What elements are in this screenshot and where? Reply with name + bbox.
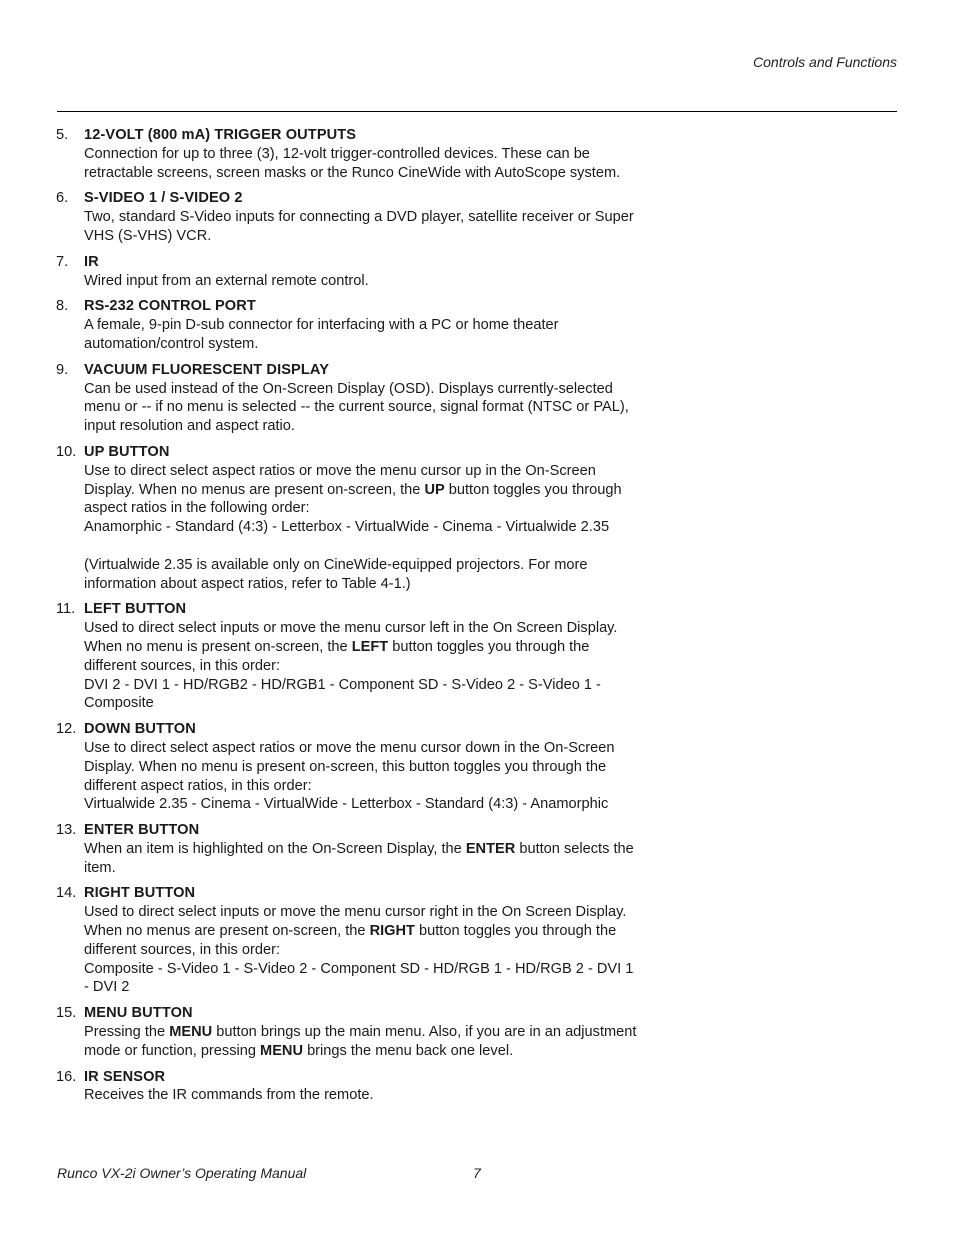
text-segment: When no menu is present on-screen, the bbox=[84, 638, 352, 655]
list-item bbox=[56, 361, 676, 436]
text-segment: When no menus are present on-screen, the bbox=[84, 923, 370, 940]
text-segment: Connection for up to three (3), 12-volt trigger-controlled devices. These can be bbox=[84, 145, 590, 162]
item-description-line bbox=[84, 638, 676, 657]
item-description-line bbox=[84, 145, 676, 164]
item-title: 12-VOLT (800 mA) TRIGGER OUTPUTS bbox=[84, 127, 357, 143]
controls-list bbox=[56, 126, 676, 1112]
text-segment: menu or -- if no menu is selected -- the current source, signal format (NTSC or PAL), bbox=[84, 399, 629, 416]
item-description-line bbox=[84, 758, 676, 777]
item-description-line bbox=[84, 272, 676, 291]
button-name-emphasis: UP bbox=[424, 481, 445, 498]
item-description-line bbox=[84, 462, 676, 481]
list-item bbox=[56, 126, 676, 182]
item-description-line bbox=[84, 903, 676, 922]
item-description-line bbox=[84, 739, 676, 758]
item-number: 7. bbox=[56, 253, 69, 270]
text-segment: Composite bbox=[84, 695, 154, 712]
text-segment: Can be used instead of the On-Screen Display (OSD). Displays currently-selected bbox=[84, 380, 613, 397]
text-segment: different sources, in this order: bbox=[84, 941, 281, 958]
item-title: RIGHT BUTTON bbox=[84, 885, 196, 902]
text-segment: Used to direct select inputs or move the menu cursor right in the On Screen Display. bbox=[84, 904, 627, 921]
item-number: 11. bbox=[56, 601, 76, 618]
item-description-line bbox=[84, 978, 676, 997]
text-segment: VHS (S-VHS) VCR. bbox=[84, 227, 212, 244]
item-number: 15. bbox=[56, 1005, 77, 1022]
item-description-line bbox=[84, 960, 676, 979]
item-description-line bbox=[84, 619, 676, 638]
item-description-line bbox=[84, 417, 676, 436]
text-segment: DVI 2 - DVI 1 - HD/RGB2 - HD/RGB1 - Component SD - S-Video 2 - S-Video 1 - bbox=[84, 676, 601, 693]
text-segment: input resolution and aspect ratio. bbox=[84, 418, 295, 435]
button-name-emphasis: RIGHT bbox=[369, 923, 415, 940]
item-description-line bbox=[84, 657, 676, 676]
item-description-line bbox=[84, 777, 676, 796]
item-description-line bbox=[84, 922, 676, 941]
item-number: 9. bbox=[56, 361, 69, 378]
list-item bbox=[56, 443, 676, 593]
item-description-line bbox=[84, 316, 676, 335]
text-segment: Composite - S-Video 1 - S-Video 2 - Component SD - HD/RGB 1 - HD/RGB 2 - DVI 1 bbox=[84, 960, 634, 977]
list-item bbox=[56, 884, 676, 997]
button-name-emphasis: LEFT bbox=[351, 638, 389, 655]
text-segment: Wired input from an external remote control. bbox=[84, 272, 369, 289]
text-segment: different sources, in this order: bbox=[84, 657, 281, 674]
text-segment: Display. When no menu is present on-screen, this button toggles you through the bbox=[84, 758, 607, 775]
item-description-line bbox=[84, 575, 676, 594]
text-segment: Two, standard S-Video inputs for connecting a DVD player, satellite receiver or Super bbox=[84, 209, 634, 226]
item-title: IR bbox=[84, 253, 99, 270]
footer-manual-title: Runco VX-2i Owner’s Operating Manual bbox=[57, 1165, 307, 1181]
item-title: LEFT BUTTON bbox=[84, 601, 187, 618]
item-description-line bbox=[84, 1086, 676, 1105]
text-segment: Display. When no menus are present on-screen, the bbox=[84, 481, 425, 498]
text-segment: When an item is highlighted on the On-Screen Display, the bbox=[84, 840, 466, 857]
list-item bbox=[56, 600, 676, 713]
item-title: UP BUTTON bbox=[84, 443, 170, 460]
button-name-emphasis: MENU bbox=[169, 1024, 213, 1041]
item-description-line bbox=[84, 227, 676, 246]
list-item bbox=[56, 297, 676, 353]
item-description-line bbox=[84, 537, 676, 556]
text-segment: retractable screens, screen masks or the Runco CineWide with AutoScope system. bbox=[84, 164, 621, 181]
button-name-emphasis: MENU bbox=[260, 1042, 304, 1059]
text-segment: different aspect ratios, in this order: bbox=[84, 777, 312, 794]
text-segment: Receives the IR commands from the remote. bbox=[84, 1087, 374, 1104]
text-segment: Used to direct select inputs or move the menu cursor left in the On Screen Display. bbox=[84, 620, 618, 637]
item-number: 10. bbox=[56, 443, 77, 460]
item-description-line bbox=[84, 795, 676, 814]
text-segment: button toggles you through the bbox=[388, 638, 590, 655]
list-item bbox=[56, 821, 676, 877]
list-item bbox=[56, 720, 676, 814]
item-description-line bbox=[84, 1023, 676, 1042]
header-divider bbox=[57, 111, 897, 112]
text-segment: Pressing the bbox=[84, 1024, 170, 1041]
item-description-line bbox=[84, 398, 676, 417]
list-item bbox=[56, 253, 676, 291]
list-item bbox=[56, 189, 676, 245]
item-number: 12. bbox=[56, 721, 77, 738]
text-segment: - DVI 2 bbox=[84, 979, 130, 996]
text-segment: automation/control system. bbox=[84, 335, 259, 352]
item-title: MENU BUTTON bbox=[84, 1005, 193, 1022]
text-segment: button selects the bbox=[515, 840, 634, 857]
item-number: 8. bbox=[56, 298, 69, 315]
text-segment: Anamorphic - Standard (4:3) - Letterbox - VirtualWide - Cinema - Virtualwide 2.35 bbox=[84, 519, 610, 536]
item-description-line bbox=[84, 208, 676, 227]
item-title: VACUUM FLUORESCENT DISPLAY bbox=[84, 361, 330, 378]
text-segment: A female, 9-pin D-sub connector for interfacing with a PC or home theater bbox=[84, 317, 559, 334]
text-segment: button toggles you through the bbox=[414, 923, 617, 940]
item-description-line bbox=[84, 499, 676, 518]
item-number: 16. bbox=[56, 1068, 77, 1085]
item-number: 14. bbox=[56, 885, 77, 902]
item-description-line bbox=[84, 941, 676, 960]
text-segment: brings the menu back one level. bbox=[303, 1042, 514, 1059]
item-description-line bbox=[84, 676, 676, 695]
item-description-line bbox=[84, 518, 676, 537]
running-header: Controls and Functions bbox=[753, 54, 897, 70]
item-number: 5. bbox=[56, 127, 69, 143]
text-segment: button brings up the main menu. Also, if you are in an adjustment bbox=[212, 1024, 637, 1041]
item-description-line bbox=[84, 164, 676, 183]
item-description-line bbox=[84, 859, 676, 878]
item-title: ENTER BUTTON bbox=[84, 822, 200, 839]
text-segment: item. bbox=[84, 859, 116, 876]
item-title: S-VIDEO 1 / S-VIDEO 2 bbox=[84, 190, 243, 207]
text-segment: mode or function, pressing bbox=[84, 1042, 261, 1059]
text-segment: Use to direct select aspect ratios or move the menu cursor up in the On-Screen bbox=[84, 462, 596, 479]
list-item bbox=[56, 1004, 676, 1060]
text-segment: Virtualwide 2.35 - Cinema - VirtualWide - Letterbox - Standard (4:3) - Anamorphic bbox=[84, 796, 609, 813]
item-number: 6. bbox=[56, 190, 69, 207]
text-segment: Use to direct select aspect ratios or move the menu cursor down in the On-Screen bbox=[84, 739, 615, 756]
item-title: DOWN BUTTON bbox=[84, 721, 196, 738]
button-name-emphasis: ENTER bbox=[465, 840, 516, 857]
list-item bbox=[56, 1068, 676, 1106]
item-description-line bbox=[84, 694, 676, 713]
item-description-line bbox=[84, 840, 676, 859]
page-number: 7 bbox=[473, 1165, 481, 1181]
item-number: 13. bbox=[56, 822, 77, 839]
item-description-line bbox=[84, 1042, 676, 1061]
text-segment: button toggles you through bbox=[444, 481, 622, 498]
item-description-line bbox=[84, 481, 676, 500]
item-description-line bbox=[84, 556, 676, 575]
text-segment: aspect ratios in the following order: bbox=[84, 500, 310, 517]
item-title: IR SENSOR bbox=[84, 1068, 166, 1085]
text-segment: (Virtualwide 2.35 is available only on CineWide-equipped projectors. For more bbox=[84, 556, 588, 573]
item-description-line bbox=[84, 335, 676, 354]
item-description-line bbox=[84, 380, 676, 399]
text-segment: information about aspect ratios, refer to Table 4-1.) bbox=[84, 575, 411, 592]
item-title: RS-232 CONTROL PORT bbox=[84, 298, 256, 315]
